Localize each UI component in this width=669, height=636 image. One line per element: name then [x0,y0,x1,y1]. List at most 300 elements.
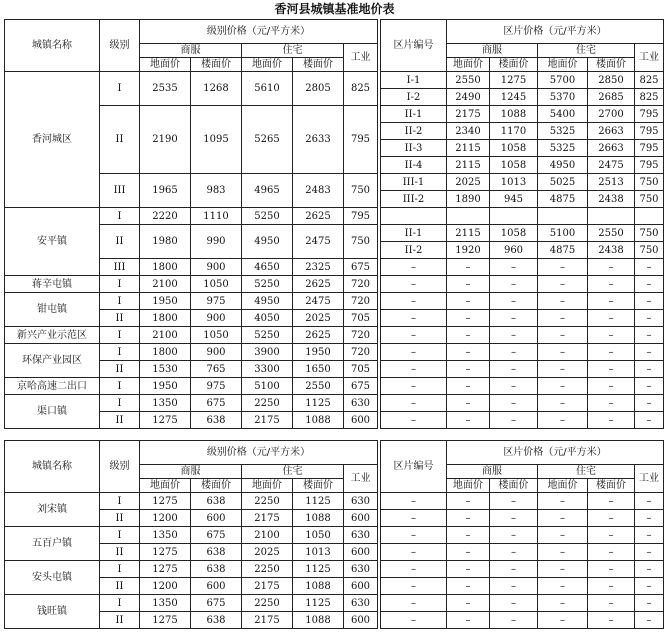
header-land: 地面价 [140,58,191,72]
zone-price-value: 4950 [538,157,588,174]
town-name: 环保产业园区 [5,344,100,378]
header-level: 级别 [100,20,140,72]
level-price-value: 1965 [140,174,191,208]
table-row [5,344,664,361]
table-row [5,595,664,612]
level-price-value: 1088 [293,412,344,429]
level-value: II [100,544,140,561]
level-price-value: 795 [344,208,378,225]
level-price-value: 1350 [140,395,191,412]
zone-price-value: – [490,612,538,629]
header-town: 城镇名称 [5,441,100,493]
header-floor: 楼面价 [293,58,344,72]
header-industrial: 工业 [635,44,664,72]
table-row [5,72,664,89]
zone-price-value: – [490,293,538,310]
level-value: II [100,612,140,629]
zone-price-value: – [447,561,490,578]
zone-price-value: 750 [635,242,664,259]
table-row [5,293,664,310]
zone-code: – [381,544,447,561]
zone-price-value: – [538,527,588,544]
header-zone-price: 区片价格（元/平方米） [447,20,664,44]
header-floor: 楼面价 [588,479,635,493]
level-price-value: 1275 [140,412,191,429]
town-name: 蒋辛屯镇 [5,276,100,293]
zone-price-value: – [635,344,664,361]
level-price-value: 1050 [293,527,344,544]
zone-price-value: – [635,561,664,578]
header-zone-price: 区片价格（元/平方米） [447,441,664,465]
header-floor: 楼面价 [490,479,538,493]
town-name: 安平镇 [5,208,100,276]
zone-price-value: – [588,395,635,412]
level-price-value: 675 [344,378,378,395]
zone-price-value: 1058 [490,157,538,174]
zone-price-value: – [447,493,490,510]
level-price-value: 720 [344,276,378,293]
zone-price-value: 2438 [588,191,635,208]
zone-price-value: 825 [635,89,664,106]
header-floor: 楼面价 [191,58,242,72]
level-price-value: 2325 [293,259,344,276]
level-price-value: 4950 [242,293,293,310]
level-price-value: 765 [191,361,242,378]
zone-price-value: 795 [635,140,664,157]
zone-price-value: – [490,327,538,344]
level-price-value: 675 [191,595,242,612]
zone-code: II-4 [381,157,447,174]
zone-price-value: – [447,327,490,344]
level-price-value: 983 [191,174,242,208]
level-price-value: 2475 [293,225,344,259]
level-price-value: 2175 [242,412,293,429]
zone-price-value [447,208,490,225]
zone-price-value: 960 [490,242,538,259]
level-price-value: 3900 [242,344,293,361]
zone-price-value: – [490,544,538,561]
zone-price-value: 795 [635,123,664,140]
level-value: II [100,106,140,174]
zone-price-value: – [447,544,490,561]
level-price-value: 5250 [242,327,293,344]
zone-price-value: 1890 [447,191,490,208]
zone-price-value: 2700 [588,106,635,123]
level-price-value: 2475 [293,293,344,310]
zone-price-value: 2550 [588,225,635,242]
zone-price-value: – [635,395,664,412]
header-industrial: 工业 [635,465,664,493]
zone-price-value: – [588,493,635,510]
zone-price-value: – [447,293,490,310]
zone-price-value: 2513 [588,174,635,191]
zone-price-value: – [538,561,588,578]
table-row [5,208,664,225]
header-industrial: 工业 [344,44,378,72]
level-price-value: 720 [344,327,378,344]
zone-code: – [381,361,447,378]
zone-price-value: – [538,378,588,395]
zone-price-value [538,208,588,225]
zone-price-value: – [447,361,490,378]
level-price-value: 1125 [293,595,344,612]
zone-code: III-2 [381,191,447,208]
zone-code: – [381,327,447,344]
header-land: 地面价 [447,58,490,72]
level-price-value: 2805 [293,72,344,106]
zone-price-value: – [447,378,490,395]
level-value: I [100,344,140,361]
table-row [5,510,664,527]
zone-price-value: 5700 [538,72,588,89]
zone-price-value: 750 [635,225,664,242]
header-residential: 住宅 [538,44,635,58]
level-price-value: 600 [191,578,242,595]
zone-price-value: 2685 [588,89,635,106]
zone-price-value: – [538,595,588,612]
level-price-value: 1200 [140,510,191,527]
zone-price-value: 2663 [588,123,635,140]
land-price-table-continued [4,440,664,629]
town-name: 渠口镇 [5,395,100,429]
table-row [5,561,664,578]
zone-price-value: 1058 [490,225,538,242]
zone-price-value: – [447,578,490,595]
zone-price-value: – [490,595,538,612]
level-price-value: 825 [344,72,378,106]
land-price-table-main [4,19,664,429]
zone-price-value: – [490,259,538,276]
zone-price-value [635,208,664,225]
level-price-value: 1950 [293,344,344,361]
zone-code: III-1 [381,174,447,191]
zone-code: II-1 [381,225,447,242]
level-price-value: 638 [191,612,242,629]
zone-price-value: – [538,344,588,361]
table-row [5,310,664,327]
level-value: II [100,225,140,259]
level-price-value: 630 [344,595,378,612]
zone-price-value: – [490,310,538,327]
header-land: 地面价 [447,479,490,493]
level-price-value: 2550 [293,378,344,395]
level-price-value: 4050 [242,310,293,327]
level-value: I [100,276,140,293]
zone-code: – [381,276,447,293]
header-residential: 住宅 [538,465,635,479]
town-name: 安头屯镇 [5,561,100,595]
level-price-value: 1530 [140,361,191,378]
zone-price-value: – [447,310,490,327]
zone-price-value: – [588,412,635,429]
level-price-value: 1050 [191,327,242,344]
level-price-value: 1800 [140,259,191,276]
level-value: II [100,310,140,327]
zone-price-value: 825 [635,72,664,89]
zone-price-value: – [635,493,664,510]
level-price-value: 5100 [242,378,293,395]
zone-price-value: 2115 [447,157,490,174]
level-value: I [100,72,140,106]
zone-price-value: – [490,510,538,527]
header-zone-code: 区片编号 [381,20,447,72]
zone-price-value: – [635,544,664,561]
zone-price-value: – [588,544,635,561]
level-value: I [100,378,140,395]
zone-price-value: 1058 [490,140,538,157]
level-price-value: 1275 [140,561,191,578]
level-price-value: 600 [344,544,378,561]
zone-code: – [381,395,447,412]
header-residential: 住宅 [242,44,344,58]
zone-price-value: – [447,395,490,412]
table-row [5,527,664,544]
zone-price-value: 2490 [447,89,490,106]
zone-code: – [381,578,447,595]
level-value: I [100,208,140,225]
level-price-value: 900 [191,344,242,361]
level-price-value: 1980 [140,225,191,259]
level-price-value: 4965 [242,174,293,208]
zone-price-value: – [588,510,635,527]
header-land: 地面价 [538,58,588,72]
zone-price-value: – [588,293,635,310]
zone-price-value: – [588,276,635,293]
header-floor: 楼面价 [293,479,344,493]
level-price-value: 630 [344,561,378,578]
zone-price-value: – [490,395,538,412]
zone-code: – [381,412,447,429]
level-price-value: 1013 [293,544,344,561]
header-land: 地面价 [242,58,293,72]
level-price-value: 1088 [293,612,344,629]
zone-price-value: – [588,561,635,578]
level-price-value: 2100 [242,527,293,544]
zone-price-value: 2475 [588,157,635,174]
zone-price-value [490,208,538,225]
zone-price-value: – [635,259,664,276]
level-price-value: 638 [191,561,242,578]
zone-code: – [381,493,447,510]
level-value: I [100,395,140,412]
zone-price-value: – [538,327,588,344]
table-row [5,378,664,395]
level-price-value: 2220 [140,208,191,225]
table-row [5,259,664,276]
zone-price-value: 2663 [588,140,635,157]
zone-price-value: 2175 [447,106,490,123]
level-value: I [100,561,140,578]
header-floor: 楼面价 [588,58,635,72]
level-price-value: 2100 [140,327,191,344]
zone-price-value: 2115 [447,140,490,157]
zone-price-value: – [490,378,538,395]
zone-price-value: 2340 [447,123,490,140]
table-row [5,544,664,561]
level-price-value: 1095 [191,106,242,174]
level-price-value: 2175 [242,612,293,629]
level-price-value: 600 [344,412,378,429]
level-price-value: 1350 [140,527,191,544]
level-price-value: 1125 [293,561,344,578]
zone-code: I-1 [381,72,447,89]
level-price-value: 900 [191,259,242,276]
level-price-value: 2175 [242,578,293,595]
header-residential: 住宅 [242,465,344,479]
level-price-value: 2535 [140,72,191,106]
level-price-value: 750 [344,225,378,259]
zone-price-value: – [588,527,635,544]
zone-price-value: – [635,327,664,344]
zone-price-value: 4875 [538,191,588,208]
zone-price-value: 795 [635,106,664,123]
level-price-value: 900 [191,310,242,327]
zone-price-value: – [538,310,588,327]
header-land: 地面价 [140,479,191,493]
zone-price-value: – [635,378,664,395]
zone-price-value: – [490,412,538,429]
zone-price-value: – [635,412,664,429]
level-value: I [100,595,140,612]
level-price-value: 5610 [242,72,293,106]
zone-price-value: 750 [635,174,664,191]
table-row [5,612,664,629]
level-price-value: 675 [191,527,242,544]
level-price-value: 1800 [140,344,191,361]
zone-price-value: – [538,259,588,276]
zone-price-value: – [635,361,664,378]
zone-price-value: – [490,276,538,293]
level-price-value: 5250 [242,276,293,293]
header-industrial: 工业 [344,465,378,493]
zone-price-value: 5100 [538,225,588,242]
header-land: 地面价 [242,479,293,493]
zone-price-value: – [538,293,588,310]
level-price-value: 5250 [242,208,293,225]
zone-price-value: – [635,612,664,629]
zone-code: – [381,259,447,276]
level-price-value: 705 [344,361,378,378]
table-row [5,276,664,293]
level-price-value: 1125 [293,493,344,510]
zone-price-value: – [635,510,664,527]
header-commercial: 商服 [447,44,538,58]
zone-code: – [381,293,447,310]
level-value: I [100,293,140,310]
level-price-value: 2625 [293,276,344,293]
level-price-value: 1088 [293,578,344,595]
zone-price-value: 1013 [490,174,538,191]
zone-price-value: – [447,412,490,429]
zone-code: II-2 [381,242,447,259]
level-price-value: 720 [344,344,378,361]
header-land: 地面价 [538,479,588,493]
level-price-value: 5265 [242,106,293,174]
level-price-value: 2483 [293,174,344,208]
zone-code: – [381,344,447,361]
zone-price-value: – [588,310,635,327]
town-name: 京哈高速二出口 [5,378,100,395]
level-price-value: 975 [191,378,242,395]
level-price-value: 2250 [242,595,293,612]
zone-price-value: – [447,344,490,361]
zone-code: II-3 [381,140,447,157]
header-commercial: 商服 [447,465,538,479]
zone-price-value: – [447,510,490,527]
zone-price-value: – [588,259,635,276]
zone-price-value: – [588,361,635,378]
level-price-value: 720 [344,293,378,310]
zone-price-value: 1170 [490,123,538,140]
level-price-value: 2250 [242,561,293,578]
zone-price-value: – [490,493,538,510]
town-name: 钱旺镇 [5,595,100,629]
level-value: II [100,510,140,527]
level-price-value: 2633 [293,106,344,174]
zone-price-value: – [588,612,635,629]
level-price-value: 638 [191,412,242,429]
zone-price-value: 5325 [538,140,588,157]
level-price-value: 675 [344,259,378,276]
zone-price-value: 5025 [538,174,588,191]
level-price-value: 675 [191,395,242,412]
zone-price-value: 1245 [490,89,538,106]
level-price-value: 1125 [293,395,344,412]
zone-price-value: 5370 [538,89,588,106]
zone-price-value: 2115 [447,225,490,242]
zone-price-value: – [588,344,635,361]
zone-code: – [381,561,447,578]
level-price-value: 600 [191,510,242,527]
level-price-value: 1800 [140,310,191,327]
zone-price-value: – [635,595,664,612]
table-row [5,412,664,429]
level-value: I [100,327,140,344]
zone-code: – [381,527,447,544]
table-row [5,493,664,510]
zone-price-value: 1275 [490,72,538,89]
zone-price-value: 2550 [447,72,490,89]
table-row [5,327,664,344]
zone-price-value: – [490,527,538,544]
level-price-value: 705 [344,310,378,327]
zone-price-value: 750 [635,191,664,208]
level-price-value: 1088 [293,510,344,527]
level-price-value: 2250 [242,493,293,510]
level-price-value: 2025 [242,544,293,561]
level-price-value: 1950 [140,293,191,310]
zone-price-value: 2025 [447,174,490,191]
town-name: 香河城区 [5,72,100,208]
level-price-value: 795 [344,106,378,174]
level-price-value: 2625 [293,327,344,344]
header-floor: 楼面价 [490,58,538,72]
level-price-value: 2100 [140,276,191,293]
zone-price-value: – [490,361,538,378]
zone-price-value: 4875 [538,242,588,259]
zone-code: – [381,510,447,527]
header-level-price: 级别价格（元/平方米） [140,20,378,44]
zone-code: – [381,378,447,395]
level-price-value: 1275 [140,544,191,561]
level-price-value: 638 [191,493,242,510]
zone-price-value: – [490,344,538,361]
zone-price-value: 1920 [447,242,490,259]
town-name: 刘宋镇 [5,493,100,527]
zone-price-value: – [490,578,538,595]
level-price-value: 2025 [293,310,344,327]
level-price-value: 600 [344,578,378,595]
